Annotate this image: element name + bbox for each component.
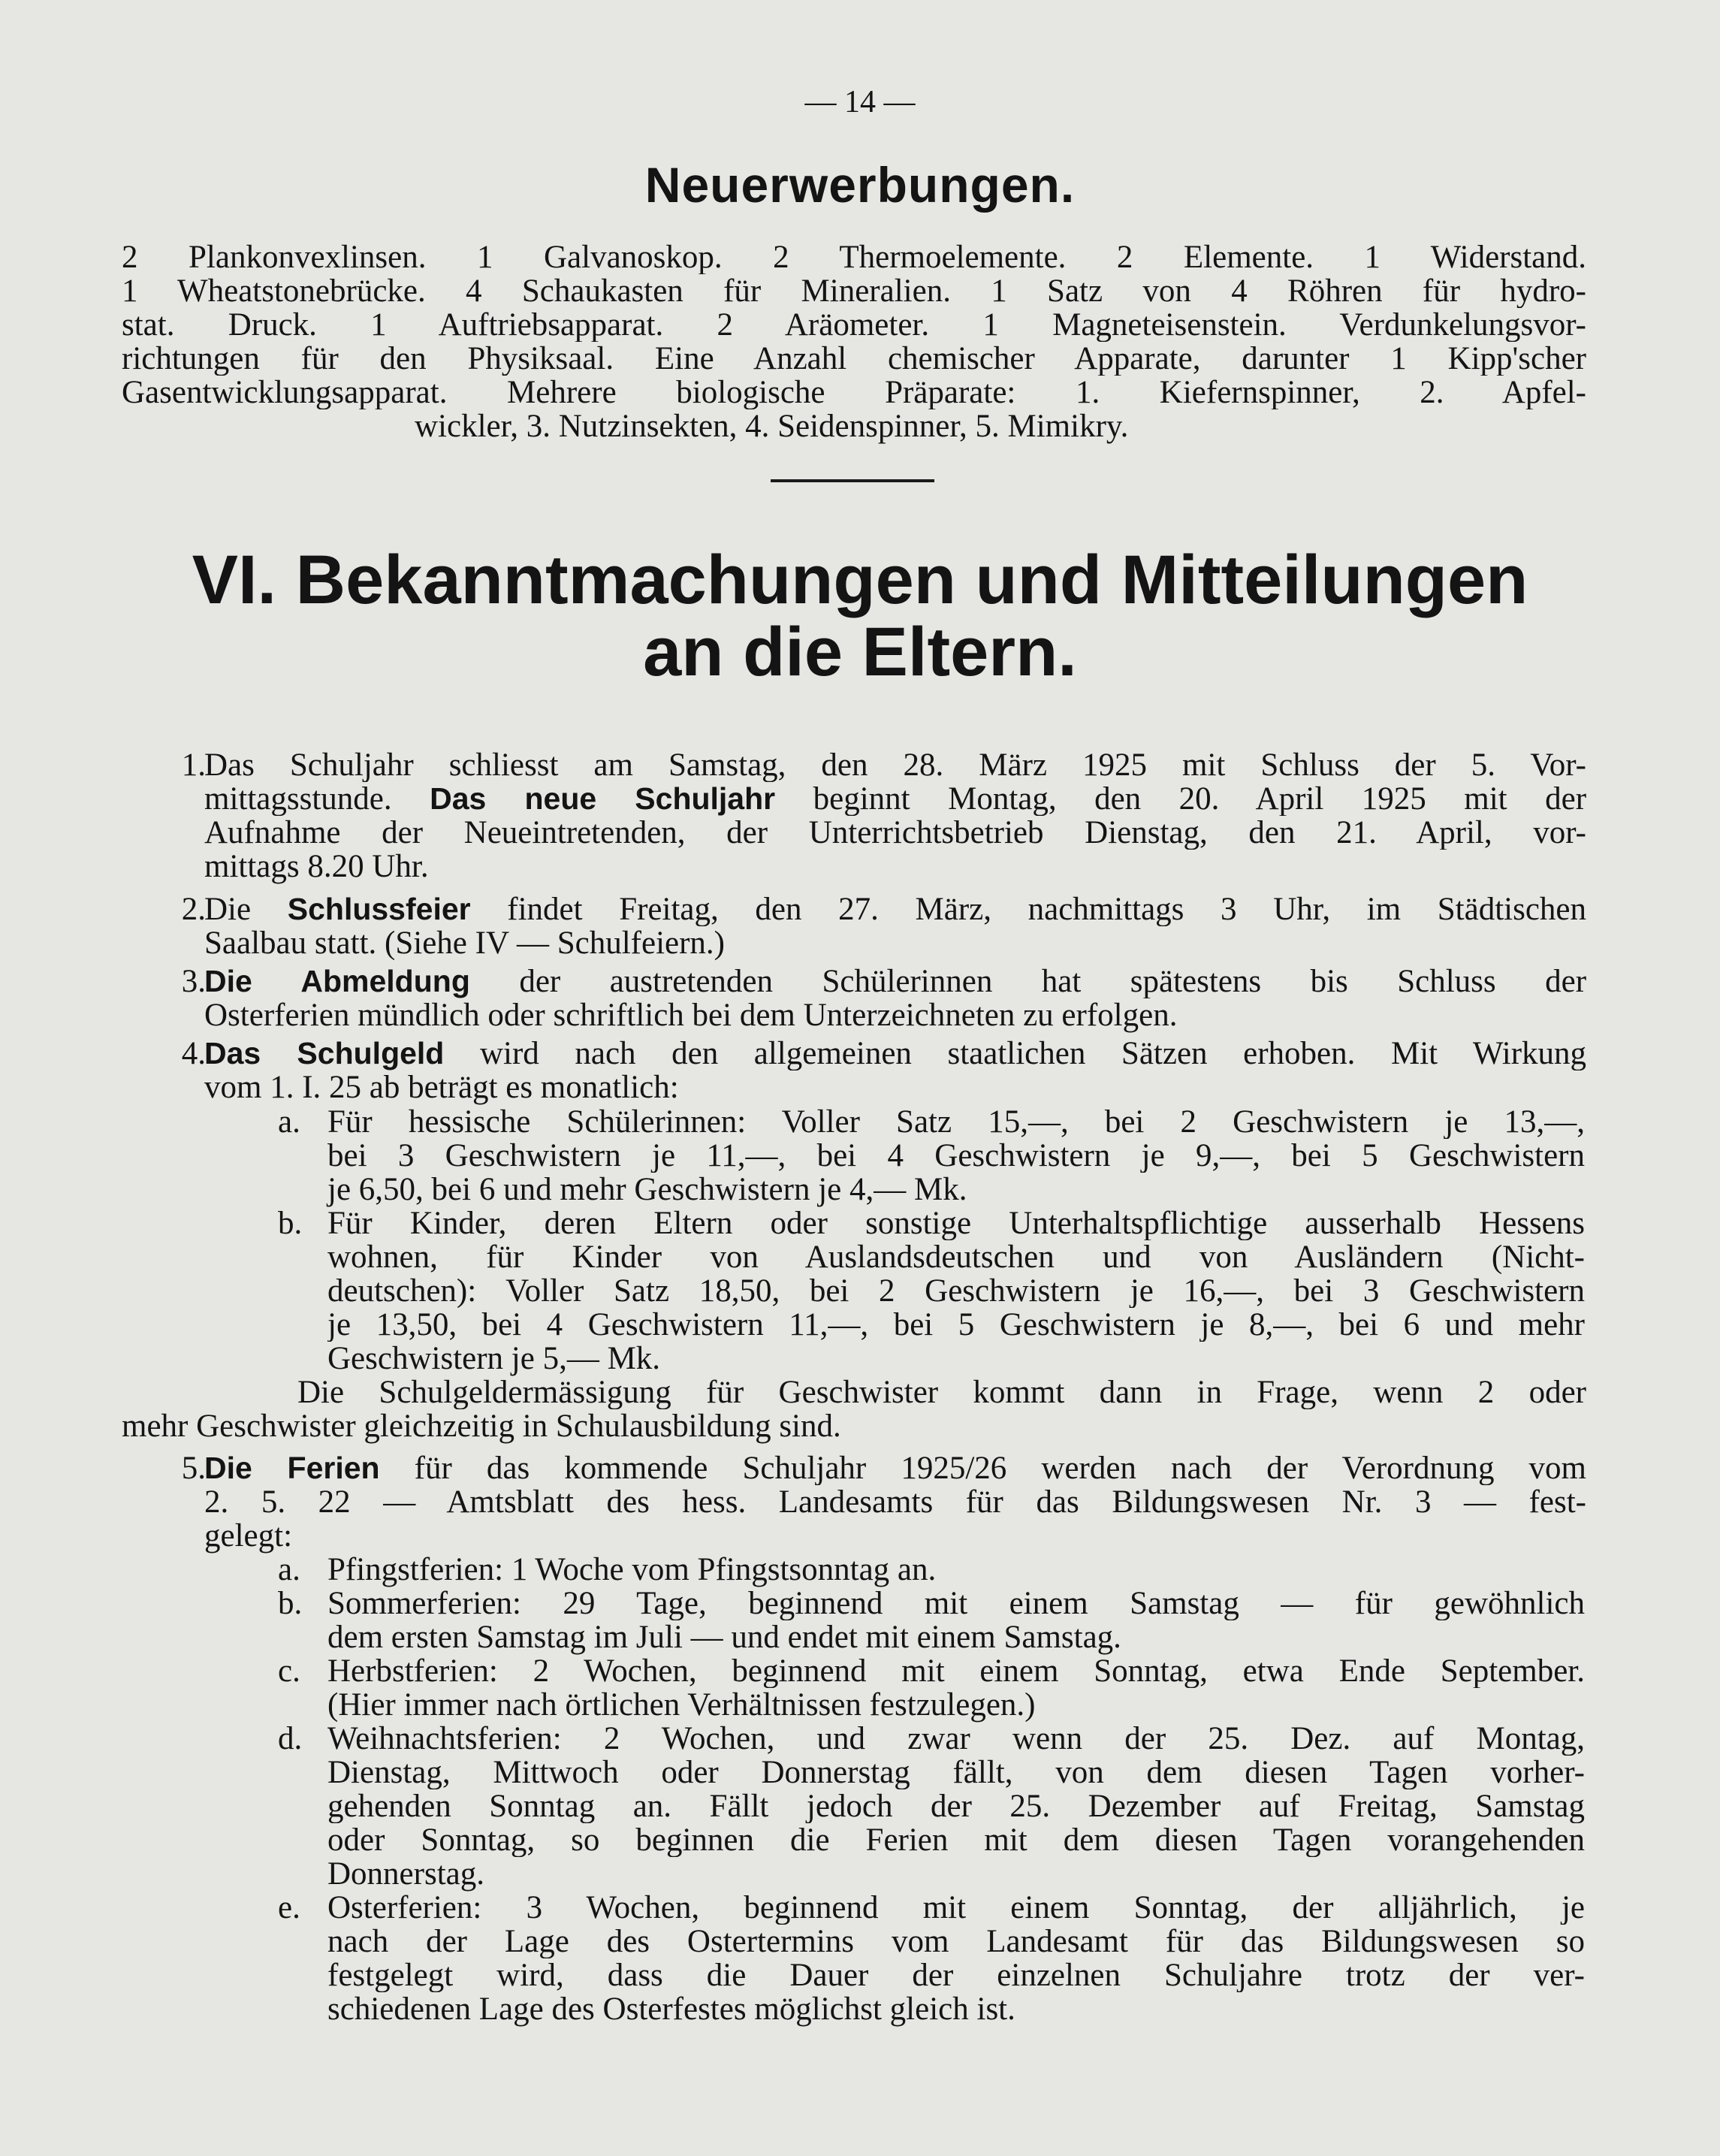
sub-label: a.: [278, 1104, 300, 1140]
sub-line: je 6,50, bei 6 und mehr Geschwistern je 4,— Mk.: [327, 1172, 967, 1207]
bold-term: Das Schulgeld: [204, 1037, 445, 1070]
item-line: [204, 892, 1586, 926]
bold-term: Die Ferien: [204, 1451, 380, 1485]
sub-text: [327, 1105, 1585, 1206]
item-line: [204, 782, 1586, 816]
sub-line: bei 3 Geschwistern je 11,—, bei 4 Geschwistern je 9,—, bei 5 Geschwistern: [327, 1139, 1585, 1173]
sub-line: deutschen): Voller Satz 18,50, bei 2 Geschwistern je 16,—, bei 3 Geschwistern: [327, 1274, 1585, 1308]
bold-term: Die Abmeldung: [204, 965, 470, 998]
item-line: mittags 8.20 Uhr.: [204, 849, 429, 884]
sub-line: Dienstag, Mittwoch oder Donnerstag fällt, von dem diesen Tagen vorher-: [327, 1756, 1585, 1789]
sub-label: c.: [278, 1653, 300, 1689]
item-text: [204, 892, 1586, 960]
acquisitions-line: 1 Wheatstonebrücke. 4 Schaukasten für Mineralien. 1 Satz von 4 Röhren für hydro-: [122, 274, 1586, 308]
sub-text: [327, 1654, 1585, 1722]
sub-text: [327, 1206, 1585, 1375]
item-line: 2. 5. 22 — Amtsblatt des hess. Landesamts für das Bildungswesen Nr. 3 — fest-: [204, 1485, 1586, 1519]
acquisitions-line: Gasentwicklungsapparat. Mehrere biologische Präparate: 1. Kiefernspinner, 2. Apfel-: [122, 376, 1586, 409]
sub-text: [327, 1553, 1585, 1587]
sub-line: Sommerferien: 29 Tage, beginnend mit einem Samstag — für gewöhnlich: [327, 1587, 1585, 1620]
item-line: Aufnahme der Neueintretenden, der Unterrichtsbetrieb Dienstag, den 21. April, vor-: [204, 816, 1586, 850]
section-title-eltern: an die Eltern.: [643, 614, 1077, 690]
sub-line: dem ersten Samstag im Juli — und endet mit einem Samstag.: [327, 1620, 1121, 1655]
sub-line: Für Kinder, deren Eltern oder sonstige Unterhaltspflichtige ausserhalb Hessens: [327, 1206, 1585, 1240]
text-run: findet Freitag, den 27. März, nachmittags 3 Uhr, im Städtischen: [507, 892, 1586, 926]
sub-label: a.: [278, 1552, 300, 1587]
item-text: [204, 1037, 1586, 1104]
acquisitions-line: richtungen für den Physiksaal. Eine Anzahl chemischer Apparate, darunter 1 Kipp'scher: [122, 342, 1586, 376]
text-run: mittagsstunde.: [204, 782, 392, 816]
sub-text: [327, 1722, 1585, 1891]
acquisitions-line: wickler, 3. Nutzinsekten, 4. Seidenspinner, 5. Mimikry.: [415, 409, 1129, 444]
sub-line: Weihnachtsferien: 2 Wochen, und zwar wenn der 25. Dez. auf Montag,: [327, 1722, 1585, 1756]
sub-line: gehenden Sonntag an. Fällt jedoch der 25. Dezember auf Freitag, Samstag: [327, 1789, 1585, 1823]
sub-label: b.: [278, 1586, 303, 1621]
item-text: [204, 1451, 1586, 1553]
item-line: [204, 1037, 1586, 1070]
item-number: 5.: [181, 1451, 206, 1486]
item-line: Osterferien mündlich oder schriftlich bei dem Unterzeichneten zu erfolgen.: [204, 998, 1178, 1033]
fee-note-2: [122, 1409, 1586, 1443]
item-text: [204, 748, 1586, 883]
fee-note: [122, 1375, 1586, 1409]
item-line: [204, 1451, 1586, 1485]
text-run: beginnt Montag, den 20. April 1925 mit der: [813, 782, 1586, 816]
sub-line: je 13,50, bei 4 Geschwistern 11,—, bei 5 Geschwistern je 8,—, bei 6 und mehr: [327, 1308, 1585, 1342]
item-number: 4.: [181, 1036, 206, 1071]
sub-label: d.: [278, 1721, 303, 1756]
sub-line: festgelegt wird, dass die Dauer der einzelnen Schuljahre trotz der ver-: [327, 1958, 1585, 1992]
acquisitions-line: 2 Plankonvexlinsen. 1 Galvanoskop. 2 Thermoelemente. 2 Elemente. 1 Widerstand.: [122, 240, 1586, 274]
item-line: Saalbau statt. (Siehe IV — Schulfeiern.): [204, 926, 725, 961]
item-line: gelegt:: [204, 1518, 293, 1554]
text-run: für das kommende Schuljahr 1925/26 werden nach der Verordnung vom: [414, 1451, 1586, 1485]
sub-line: schiedenen Lage des Osterfestes möglichst gleich ist.: [327, 1991, 1015, 2027]
sub-line: wohnen, für Kinder von Auslandsdeutschen und von Ausländern (Nicht-: [327, 1240, 1585, 1274]
note-line: mehr Geschwister gleichzeitig in Schulausbildung sind.: [122, 1409, 841, 1444]
sub-line: (Hier immer nach örtlichen Verhältnissen festzulegen.): [327, 1687, 1036, 1723]
sub-label: e.: [278, 1890, 300, 1925]
bold-term: Das neue Schuljahr: [430, 782, 776, 816]
sub-line: nach der Lage des Ostertermins vom Landesamt für das Bildungswesen so: [327, 1925, 1585, 1958]
section-title-neuerwerbungen: Neuerwerbungen.: [644, 157, 1076, 213]
text-run: der austretenden Schülerinnen hat spätestens bis Schluss der: [519, 965, 1586, 998]
acquisitions-paragraph: [122, 240, 1586, 443]
section-title-bekanntmachungen: VI. Bekanntmachungen und Mitteilungen: [192, 542, 1528, 618]
bold-term: Schlussfeier: [287, 892, 471, 926]
item-number: 2.: [181, 892, 206, 927]
note-line: Die Schulgeldermässigung für Geschwister kommt dann in Frage, wenn 2 oder: [297, 1375, 1586, 1409]
sub-line: oder Sonntag, so beginnen die Ferien mit dem diesen Tagen vorangehenden: [327, 1823, 1585, 1857]
sub-line: Geschwistern je 5,— Mk.: [327, 1341, 661, 1376]
text-run: wird nach den allgemeinen staatlichen Sätzen erhoben. Mit Wirkung: [479, 1037, 1586, 1070]
item-line: [204, 965, 1586, 998]
sub-label: b.: [278, 1206, 303, 1241]
item-number: 3.: [181, 964, 206, 999]
item-text: [204, 965, 1586, 1032]
sub-line: Herbstferien: 2 Wochen, beginnend mit einem Sonntag, etwa Ende September.: [327, 1654, 1585, 1688]
item-line: Das Schuljahr schliesst am Samstag, den 28. März 1925 mit Schluss der 5. Vor-: [204, 748, 1586, 782]
sub-line: Osterferien: 3 Wochen, beginnend mit einem Sonntag, der alljährlich, je: [327, 1891, 1585, 1925]
section-divider: [771, 479, 934, 482]
sub-line: Donnerstag.: [327, 1856, 484, 1892]
sub-line: Pfingstferien: 1 Woche vom Pfingstsonntag an.: [327, 1552, 937, 1587]
sub-line: Für hessische Schülerinnen: Voller Satz 15,—, bei 2 Geschwistern je 13,—,: [327, 1105, 1585, 1139]
page-number: — 14 —: [804, 85, 916, 119]
sub-text: [327, 1587, 1585, 1654]
item-number: 1.: [181, 747, 206, 783]
item-line: vom 1. I. 25 ab beträgt es monatlich:: [204, 1070, 679, 1105]
text-run: Die: [204, 892, 252, 926]
acquisitions-line: stat. Druck. 1 Auftriebsapparat. 2 Aräometer. 1 Magneteisenstein. Verdunkelungsvor-: [122, 308, 1586, 342]
sub-text: [327, 1891, 1585, 2026]
